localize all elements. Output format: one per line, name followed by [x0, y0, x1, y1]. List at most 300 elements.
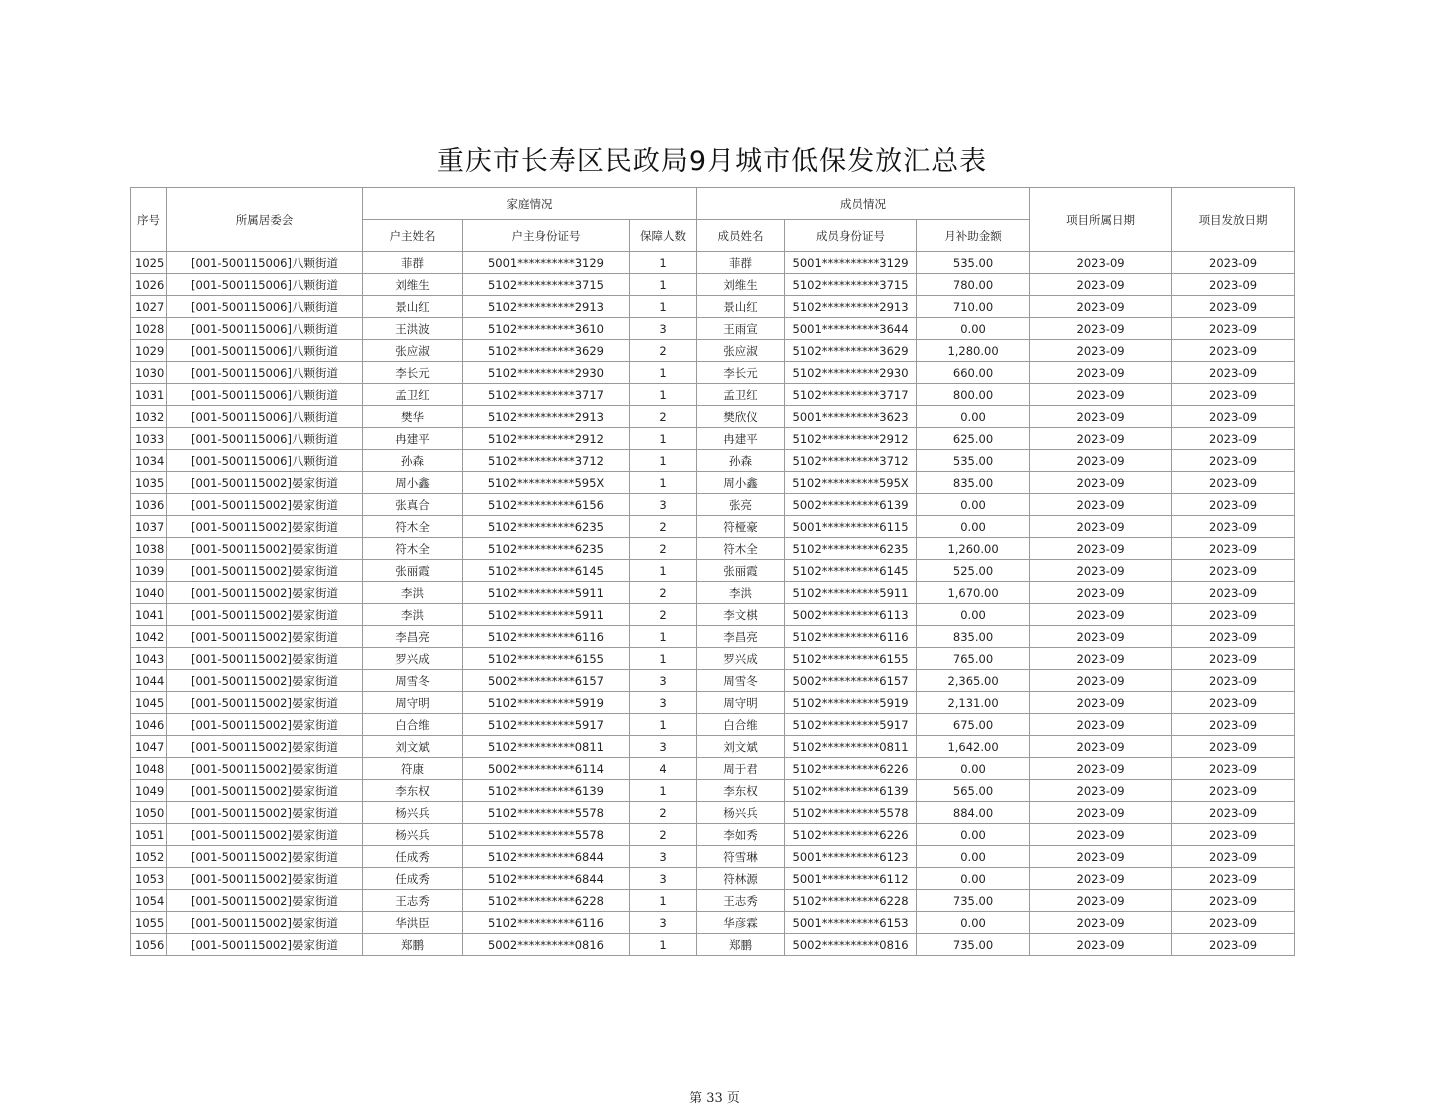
cell-head-name: 郑鹏 — [363, 934, 463, 956]
cell-member-id: 5102**********5919 — [785, 692, 917, 714]
cell-committee: [001-500115002]晏家街道 — [167, 648, 363, 670]
cell-member-name: 周于君 — [697, 758, 785, 780]
cell-committee: [001-500115006]八颗街道 — [167, 274, 363, 296]
table-row — [131, 934, 1295, 956]
table-row — [131, 626, 1295, 648]
cell-monthly-amount: 0.00 — [917, 824, 1030, 846]
cell-issue-date: 2023-09 — [1172, 450, 1295, 472]
cell-member-id: 5002**********6139 — [785, 494, 917, 516]
table-row — [131, 384, 1295, 406]
cell-head-name: 杨兴兵 — [363, 802, 463, 824]
cell-monthly-amount: 0.00 — [917, 868, 1030, 890]
cell-committee: [001-500115002]晏家街道 — [167, 560, 363, 582]
cell-member-id: 5102**********5911 — [785, 582, 917, 604]
cell-seq: 1044 — [131, 670, 167, 692]
cell-member-name: 菲群 — [697, 252, 785, 274]
cell-project-date: 2023-09 — [1030, 296, 1172, 318]
cell-monthly-amount: 535.00 — [917, 450, 1030, 472]
table-row — [131, 868, 1295, 890]
cell-head-name: 周守明 — [363, 692, 463, 714]
cell-head-name: 符木全 — [363, 516, 463, 538]
cell-project-date: 2023-09 — [1030, 912, 1172, 934]
cell-member-name: 李长元 — [697, 362, 785, 384]
cell-head-name: 符木全 — [363, 538, 463, 560]
cell-head-name: 李昌亮 — [363, 626, 463, 648]
cell-seq: 1030 — [131, 362, 167, 384]
cell-member-name: 刘维生 — [697, 274, 785, 296]
cell-head-name: 李东权 — [363, 780, 463, 802]
cell-issue-date: 2023-09 — [1172, 736, 1295, 758]
cell-head-name: 白合维 — [363, 714, 463, 736]
cell-project-date: 2023-09 — [1030, 736, 1172, 758]
header-head-id: 户主身份证号 — [463, 220, 630, 252]
cell-issue-date: 2023-09 — [1172, 406, 1295, 428]
cell-head-id: 5102**********3717 — [463, 384, 630, 406]
cell-issue-date: 2023-09 — [1172, 780, 1295, 802]
cell-monthly-amount: 1,670.00 — [917, 582, 1030, 604]
cell-head-id: 5102**********2913 — [463, 296, 630, 318]
cell-member-id: 5102**********3717 — [785, 384, 917, 406]
cell-monthly-amount: 2,131.00 — [917, 692, 1030, 714]
cell-project-date: 2023-09 — [1030, 406, 1172, 428]
table-row — [131, 692, 1295, 714]
header-member-group: 成员情况 — [697, 188, 1030, 220]
cell-member-name: 李昌亮 — [697, 626, 785, 648]
table-row — [131, 714, 1295, 736]
header-head-name: 户主姓名 — [363, 220, 463, 252]
cell-member-id: 5102**********6228 — [785, 890, 917, 912]
cell-seq: 1046 — [131, 714, 167, 736]
cell-seq: 1037 — [131, 516, 167, 538]
table-body — [131, 252, 1295, 956]
cell-insured-count: 3 — [630, 692, 697, 714]
cell-member-id: 5001**********6123 — [785, 846, 917, 868]
cell-head-name: 刘维生 — [363, 274, 463, 296]
cell-seq: 1035 — [131, 472, 167, 494]
cell-member-name: 张应淑 — [697, 340, 785, 362]
cell-committee: [001-500115002]晏家街道 — [167, 604, 363, 626]
cell-monthly-amount: 0.00 — [917, 406, 1030, 428]
cell-head-name: 华洪臣 — [363, 912, 463, 934]
page-number: 第 33 页 — [689, 1091, 740, 1106]
cell-head-name: 张应淑 — [363, 340, 463, 362]
cell-head-id: 5102**********5911 — [463, 604, 630, 626]
cell-insured-count: 2 — [630, 406, 697, 428]
cell-member-id: 5002**********6113 — [785, 604, 917, 626]
cell-insured-count: 2 — [630, 516, 697, 538]
cell-committee: [001-500115002]晏家街道 — [167, 494, 363, 516]
header-insured-count: 保障人数 — [630, 220, 697, 252]
cell-head-id: 5102**********3629 — [463, 340, 630, 362]
cell-issue-date: 2023-09 — [1172, 494, 1295, 516]
table-row — [131, 582, 1295, 604]
cell-seq: 1033 — [131, 428, 167, 450]
cell-seq: 1034 — [131, 450, 167, 472]
cell-member-name: 周守明 — [697, 692, 785, 714]
cell-insured-count: 1 — [630, 384, 697, 406]
cell-head-name: 罗兴成 — [363, 648, 463, 670]
cell-issue-date: 2023-09 — [1172, 714, 1295, 736]
cell-member-name: 李文棋 — [697, 604, 785, 626]
cell-monthly-amount: 1,280.00 — [917, 340, 1030, 362]
cell-member-name: 符林源 — [697, 868, 785, 890]
cell-insured-count: 1 — [630, 934, 697, 956]
cell-head-id: 5102**********6155 — [463, 648, 630, 670]
cell-committee: [001-500115002]晏家街道 — [167, 516, 363, 538]
cell-seq: 1055 — [131, 912, 167, 934]
cell-issue-date: 2023-09 — [1172, 890, 1295, 912]
cell-member-id: 5001**********6153 — [785, 912, 917, 934]
cell-committee: [001-500115002]晏家街道 — [167, 472, 363, 494]
cell-monthly-amount: 565.00 — [917, 780, 1030, 802]
cell-issue-date: 2023-09 — [1172, 296, 1295, 318]
cell-head-name: 张丽霞 — [363, 560, 463, 582]
cell-seq: 1048 — [131, 758, 167, 780]
cell-project-date: 2023-09 — [1030, 758, 1172, 780]
cell-head-name: 周小鑫 — [363, 472, 463, 494]
cell-insured-count: 1 — [630, 362, 697, 384]
cell-member-id: 5102**********6155 — [785, 648, 917, 670]
cell-head-name: 王洪波 — [363, 318, 463, 340]
table-row — [131, 340, 1295, 362]
cell-member-name: 符木全 — [697, 538, 785, 560]
cell-issue-date: 2023-09 — [1172, 274, 1295, 296]
cell-issue-date: 2023-09 — [1172, 516, 1295, 538]
cell-issue-date: 2023-09 — [1172, 934, 1295, 956]
cell-insured-count: 2 — [630, 802, 697, 824]
cell-committee: [001-500115002]晏家街道 — [167, 626, 363, 648]
cell-head-name: 杨兴兵 — [363, 824, 463, 846]
cell-insured-count: 1 — [630, 274, 697, 296]
cell-committee: [001-500115002]晏家街道 — [167, 736, 363, 758]
cell-insured-count: 3 — [630, 494, 697, 516]
table-row — [131, 296, 1295, 318]
cell-head-name: 景山红 — [363, 296, 463, 318]
header-monthly-amount: 月补助金额 — [917, 220, 1030, 252]
cell-monthly-amount: 835.00 — [917, 472, 1030, 494]
cell-head-id: 5002**********6114 — [463, 758, 630, 780]
cell-insured-count: 3 — [630, 912, 697, 934]
cell-issue-date: 2023-09 — [1172, 802, 1295, 824]
cell-seq: 1052 — [131, 846, 167, 868]
cell-seq: 1032 — [131, 406, 167, 428]
cell-head-id: 5102**********6139 — [463, 780, 630, 802]
cell-committee: [001-500115002]晏家街道 — [167, 824, 363, 846]
cell-project-date: 2023-09 — [1030, 890, 1172, 912]
cell-committee: [001-500115006]八颗街道 — [167, 340, 363, 362]
cell-issue-date: 2023-09 — [1172, 472, 1295, 494]
table-row — [131, 670, 1295, 692]
cell-monthly-amount: 535.00 — [917, 252, 1030, 274]
header-seq: 序号 — [131, 188, 167, 252]
table-row — [131, 362, 1295, 384]
cell-insured-count: 1 — [630, 890, 697, 912]
cell-committee: [001-500115006]八颗街道 — [167, 428, 363, 450]
table-row — [131, 890, 1295, 912]
cell-seq: 1053 — [131, 868, 167, 890]
cell-head-name: 菲群 — [363, 252, 463, 274]
cell-member-id: 5002**********6157 — [785, 670, 917, 692]
cell-issue-date: 2023-09 — [1172, 428, 1295, 450]
cell-member-name: 杨兴兵 — [697, 802, 785, 824]
table-row — [131, 318, 1295, 340]
cell-head-id: 5002**********0816 — [463, 934, 630, 956]
cell-head-name: 李洪 — [363, 582, 463, 604]
cell-head-id: 5102**********3715 — [463, 274, 630, 296]
cell-member-name: 樊欣仪 — [697, 406, 785, 428]
cell-seq: 1028 — [131, 318, 167, 340]
cell-project-date: 2023-09 — [1030, 318, 1172, 340]
cell-member-id: 5102**********5917 — [785, 714, 917, 736]
cell-member-id: 5001**********6115 — [785, 516, 917, 538]
header-family-group: 家庭情况 — [363, 188, 697, 220]
cell-issue-date: 2023-09 — [1172, 626, 1295, 648]
cell-head-name: 符康 — [363, 758, 463, 780]
cell-committee: [001-500115006]八颗街道 — [167, 450, 363, 472]
cell-member-id: 5102**********3712 — [785, 450, 917, 472]
cell-monthly-amount: 0.00 — [917, 912, 1030, 934]
cell-issue-date: 2023-09 — [1172, 912, 1295, 934]
cell-head-id: 5102**********6228 — [463, 890, 630, 912]
table-row — [131, 802, 1295, 824]
cell-member-id: 5102**********2912 — [785, 428, 917, 450]
cell-monthly-amount: 0.00 — [917, 318, 1030, 340]
cell-head-id: 5102**********2913 — [463, 406, 630, 428]
cell-member-name: 李洪 — [697, 582, 785, 604]
cell-project-date: 2023-09 — [1030, 846, 1172, 868]
cell-seq: 1039 — [131, 560, 167, 582]
cell-project-date: 2023-09 — [1030, 626, 1172, 648]
cell-project-date: 2023-09 — [1030, 714, 1172, 736]
cell-head-name: 刘文斌 — [363, 736, 463, 758]
cell-seq: 1029 — [131, 340, 167, 362]
cell-seq: 1054 — [131, 890, 167, 912]
cell-member-name: 张亮 — [697, 494, 785, 516]
cell-committee: [001-500115002]晏家街道 — [167, 912, 363, 934]
cell-member-id: 5102**********6139 — [785, 780, 917, 802]
cell-project-date: 2023-09 — [1030, 494, 1172, 516]
cell-member-id: 5102**********0811 — [785, 736, 917, 758]
cell-insured-count: 1 — [630, 780, 697, 802]
cell-head-name: 冉建平 — [363, 428, 463, 450]
cell-insured-count: 2 — [630, 538, 697, 560]
cell-seq: 1040 — [131, 582, 167, 604]
cell-head-id: 5102**********3712 — [463, 450, 630, 472]
cell-seq: 1025 — [131, 252, 167, 274]
cell-head-name: 张真合 — [363, 494, 463, 516]
cell-committee: [001-500115006]八颗街道 — [167, 318, 363, 340]
cell-seq: 1036 — [131, 494, 167, 516]
cell-head-id: 5102**********0811 — [463, 736, 630, 758]
cell-committee: [001-500115002]晏家街道 — [167, 670, 363, 692]
cell-seq: 1031 — [131, 384, 167, 406]
cell-head-id: 5102**********595X — [463, 472, 630, 494]
cell-head-id: 5102**********6116 — [463, 626, 630, 648]
table-row — [131, 472, 1295, 494]
table-row — [131, 780, 1295, 802]
cell-insured-count: 1 — [630, 252, 697, 274]
cell-issue-date: 2023-09 — [1172, 582, 1295, 604]
cell-committee: [001-500115006]八颗街道 — [167, 362, 363, 384]
cell-member-id: 5001**********6112 — [785, 868, 917, 890]
cell-head-name: 李洪 — [363, 604, 463, 626]
cell-seq: 1047 — [131, 736, 167, 758]
cell-member-id: 5102**********2913 — [785, 296, 917, 318]
cell-member-name: 李东权 — [697, 780, 785, 802]
cell-member-name: 景山红 — [697, 296, 785, 318]
cell-member-name: 冉建平 — [697, 428, 785, 450]
cell-member-id: 5102**********595X — [785, 472, 917, 494]
table-row — [131, 406, 1295, 428]
cell-committee: [001-500115006]八颗街道 — [167, 296, 363, 318]
cell-project-date: 2023-09 — [1030, 428, 1172, 450]
cell-committee: [001-500115006]八颗街道 — [167, 406, 363, 428]
cell-committee: [001-500115002]晏家街道 — [167, 758, 363, 780]
cell-insured-count: 1 — [630, 472, 697, 494]
cell-head-id: 5102**********6235 — [463, 538, 630, 560]
cell-seq: 1042 — [131, 626, 167, 648]
table-row — [131, 604, 1295, 626]
cell-member-name: 李如秀 — [697, 824, 785, 846]
cell-member-name: 孟卫红 — [697, 384, 785, 406]
cell-insured-count: 2 — [630, 340, 697, 362]
cell-insured-count: 1 — [630, 450, 697, 472]
cell-member-name: 刘文斌 — [697, 736, 785, 758]
cell-seq: 1038 — [131, 538, 167, 560]
table-header — [131, 188, 1295, 252]
cell-member-id: 5102**********3715 — [785, 274, 917, 296]
cell-committee: [001-500115002]晏家街道 — [167, 582, 363, 604]
cell-committee: [001-500115002]晏家街道 — [167, 890, 363, 912]
cell-insured-count: 1 — [630, 560, 697, 582]
cell-head-id: 5102**********2930 — [463, 362, 630, 384]
cell-project-date: 2023-09 — [1030, 824, 1172, 846]
cell-head-id: 5102**********6116 — [463, 912, 630, 934]
cell-insured-count: 1 — [630, 428, 697, 450]
table-row — [131, 912, 1295, 934]
cell-member-id: 5001**********3644 — [785, 318, 917, 340]
cell-head-id: 5102**********5919 — [463, 692, 630, 714]
cell-seq: 1049 — [131, 780, 167, 802]
cell-issue-date: 2023-09 — [1172, 362, 1295, 384]
cell-member-id: 5102**********2930 — [785, 362, 917, 384]
cell-member-id: 5102**********3629 — [785, 340, 917, 362]
cell-issue-date: 2023-09 — [1172, 318, 1295, 340]
cell-insured-count: 4 — [630, 758, 697, 780]
cell-issue-date: 2023-09 — [1172, 560, 1295, 582]
header-issue-date: 项目发放日期 — [1172, 188, 1295, 252]
cell-member-name: 王志秀 — [697, 890, 785, 912]
cell-insured-count: 3 — [630, 868, 697, 890]
table-row — [131, 846, 1295, 868]
cell-member-id: 5001**********3129 — [785, 252, 917, 274]
cell-insured-count: 2 — [630, 582, 697, 604]
cell-member-name: 符桠豪 — [697, 516, 785, 538]
cell-project-date: 2023-09 — [1030, 780, 1172, 802]
cell-monthly-amount: 660.00 — [917, 362, 1030, 384]
cell-head-id: 5001**********3129 — [463, 252, 630, 274]
table-row — [131, 736, 1295, 758]
cell-committee: [001-500115002]晏家街道 — [167, 692, 363, 714]
table-row — [131, 428, 1295, 450]
cell-head-name: 任成秀 — [363, 846, 463, 868]
cell-project-date: 2023-09 — [1030, 450, 1172, 472]
cell-committee: [001-500115006]八颗街道 — [167, 252, 363, 274]
cell-member-id: 5102**********5578 — [785, 802, 917, 824]
cell-insured-count: 3 — [630, 670, 697, 692]
cell-project-date: 2023-09 — [1030, 560, 1172, 582]
cell-committee: [001-500115002]晏家街道 — [167, 780, 363, 802]
cell-committee: [001-500115002]晏家街道 — [167, 802, 363, 824]
cell-project-date: 2023-09 — [1030, 648, 1172, 670]
cell-member-id: 5002**********0816 — [785, 934, 917, 956]
header-committee: 所属居委会 — [167, 188, 363, 252]
cell-monthly-amount: 0.00 — [917, 516, 1030, 538]
table-row — [131, 450, 1295, 472]
cell-seq: 1027 — [131, 296, 167, 318]
cell-monthly-amount: 710.00 — [917, 296, 1030, 318]
table-row — [131, 538, 1295, 560]
cell-insured-count: 1 — [630, 648, 697, 670]
cell-monthly-amount: 800.00 — [917, 384, 1030, 406]
cell-issue-date: 2023-09 — [1172, 670, 1295, 692]
table-row — [131, 824, 1295, 846]
cell-issue-date: 2023-09 — [1172, 252, 1295, 274]
cell-insured-count: 1 — [630, 626, 697, 648]
cell-head-name: 孙森 — [363, 450, 463, 472]
cell-committee: [001-500115002]晏家街道 — [167, 934, 363, 956]
table-row — [131, 494, 1295, 516]
cell-project-date: 2023-09 — [1030, 604, 1172, 626]
cell-member-name: 华彦霖 — [697, 912, 785, 934]
cell-head-id: 5002**********6157 — [463, 670, 630, 692]
cell-insured-count: 3 — [630, 318, 697, 340]
cell-seq: 1050 — [131, 802, 167, 824]
cell-head-id: 5102**********5578 — [463, 802, 630, 824]
cell-project-date: 2023-09 — [1030, 472, 1172, 494]
cell-head-id: 5102**********5917 — [463, 714, 630, 736]
cell-member-name: 孙森 — [697, 450, 785, 472]
cell-member-name: 周雪冬 — [697, 670, 785, 692]
cell-issue-date: 2023-09 — [1172, 692, 1295, 714]
allowance-table — [130, 187, 1295, 956]
cell-member-id: 5001**********3623 — [785, 406, 917, 428]
page-title: 重庆市长寿区民政局9月城市低保发放汇总表 — [436, 146, 988, 177]
cell-insured-count: 3 — [630, 846, 697, 868]
cell-committee: [001-500115002]晏家街道 — [167, 538, 363, 560]
cell-monthly-amount: 884.00 — [917, 802, 1030, 824]
cell-member-name: 王雨宣 — [697, 318, 785, 340]
cell-insured-count: 2 — [630, 604, 697, 626]
cell-monthly-amount: 835.00 — [917, 626, 1030, 648]
cell-insured-count: 2 — [630, 824, 697, 846]
table-row — [131, 252, 1295, 274]
cell-head-id: 5102**********6145 — [463, 560, 630, 582]
cell-monthly-amount: 1,260.00 — [917, 538, 1030, 560]
cell-monthly-amount: 0.00 — [917, 604, 1030, 626]
cell-issue-date: 2023-09 — [1172, 538, 1295, 560]
cell-monthly-amount: 765.00 — [917, 648, 1030, 670]
cell-seq: 1045 — [131, 692, 167, 714]
cell-monthly-amount: 780.00 — [917, 274, 1030, 296]
cell-project-date: 2023-09 — [1030, 274, 1172, 296]
table-row — [131, 560, 1295, 582]
cell-project-date: 2023-09 — [1030, 692, 1172, 714]
cell-monthly-amount: 625.00 — [917, 428, 1030, 450]
cell-member-name: 罗兴成 — [697, 648, 785, 670]
cell-monthly-amount: 735.00 — [917, 890, 1030, 912]
cell-monthly-amount: 0.00 — [917, 494, 1030, 516]
